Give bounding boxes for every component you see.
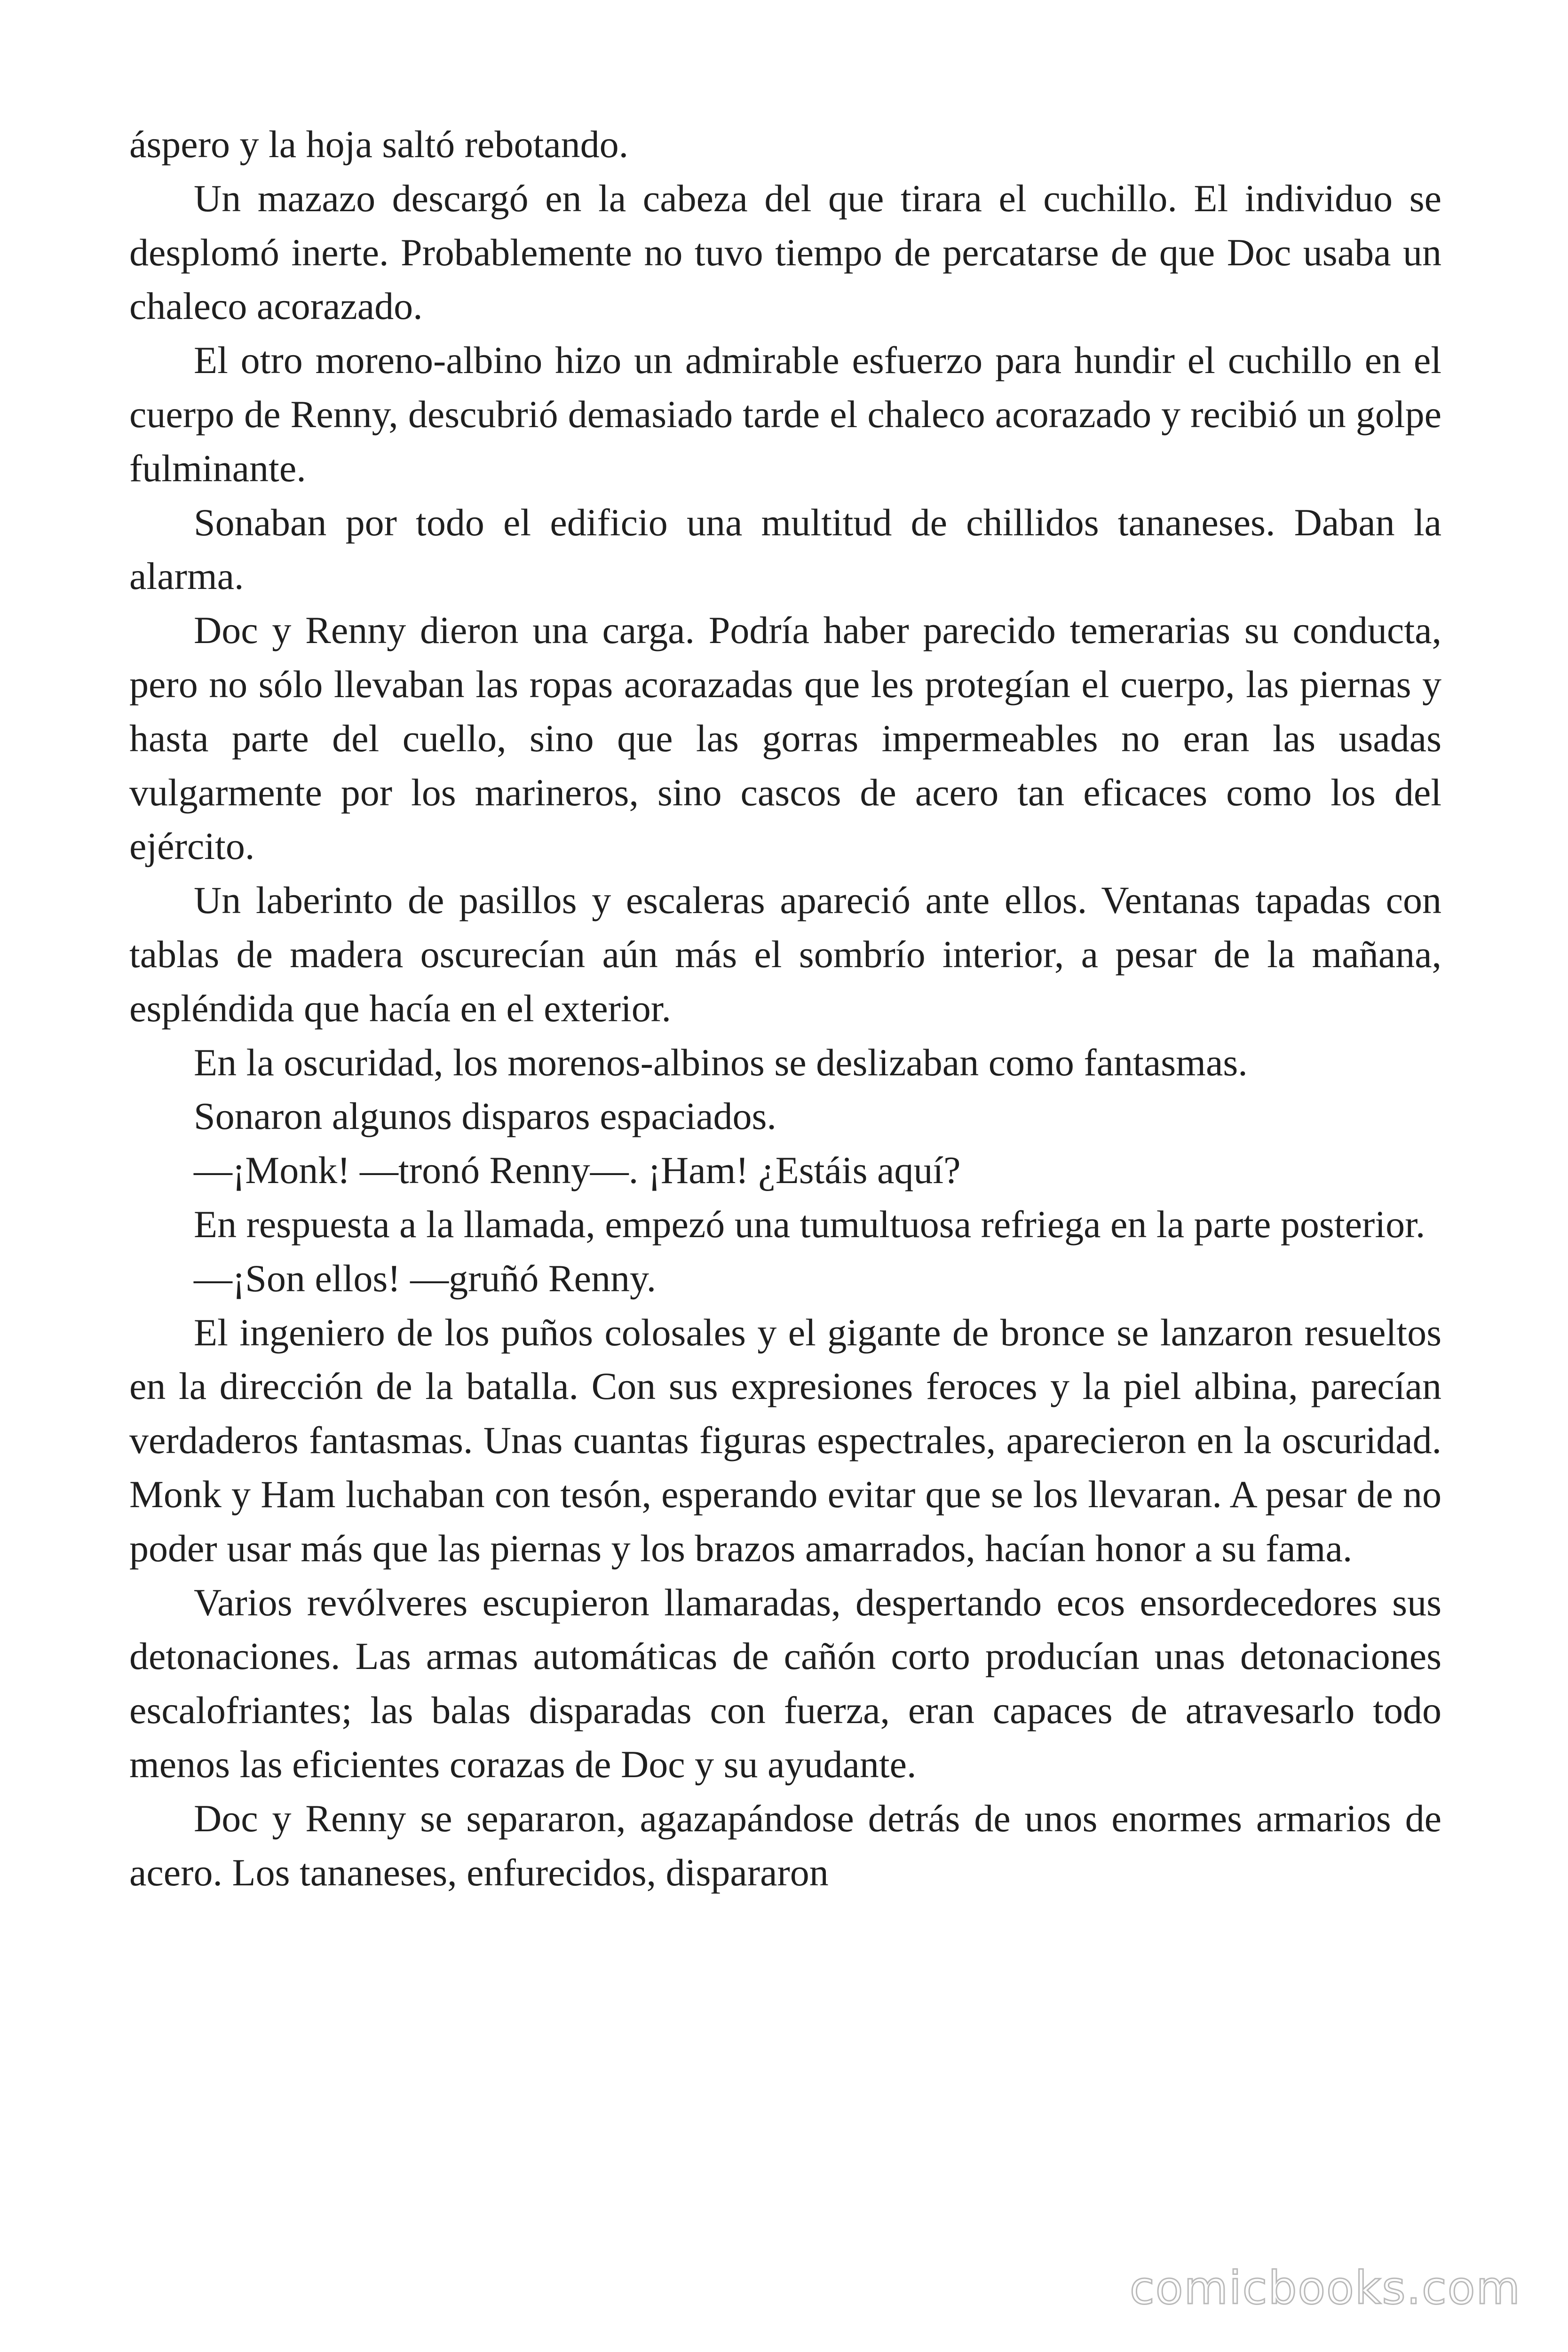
paragraph-12: El ingeniero de los puños colosales y el gigante de bronce se lanzaron resueltos en la dirección de la batalla. Con sus expresiones feroces y la piel albina, parecían verdaderos fantasmas. Unas cuantas figuras espectrales, aparecieron en la oscuridad. Monk y Ham luchaban con tesón, esperando evitar que se los llevaran. A pesar de no poder usar más que las piernas y los brazos amarrados, hacían honor a su fama.: [129, 1311, 1441, 1570]
paragraph-2: Un mazazo descargó en la cabeza del que tirara el cuchillo. El individuo se desplomó inerte. Probablemente no tuvo tiempo de percatarse de que Doc usaba un chaleco acorazado.: [129, 176, 1441, 328]
paragraph-10: En respuesta a la llamada, empezó una tumultuosa refriega en la parte posterior.: [194, 1202, 1425, 1246]
paragraph-9: —¡Monk! —tronó Renny—. ¡Ham! ¿Estáis aquí?: [194, 1149, 961, 1192]
paragraph-11: —¡Son ellos! —gruñó Renny.: [194, 1256, 657, 1300]
paragraph-14: Doc y Renny se separaron, agazapándose detrás de unos enormes armarios de acero. Los tananeses, enfurecidos, dispararon: [129, 1796, 1441, 1894]
paragraph-8: Sonaron algunos disparos espaciados.: [194, 1095, 776, 1138]
page-text: [129, 118, 1441, 1899]
paragraph-7: En la oscuridad, los morenos-albinos se deslizaban como fantasmas.: [194, 1041, 1248, 1084]
paragraph-13: Varios revólveres escupieron llamaradas, despertando ecos ensordecedores sus detonaciones. Las armas automáticas de cañón corto producían unas detonaciones escalofriantes; las balas disparadas con fuerza, eran capaces de atravesarlo todo menos las eficientes corazas de Doc y su ayudante.: [129, 1581, 1441, 1786]
paragraph-4: Sonaban por todo el edificio una multitud de chillidos tananeses. Daban la alarma.: [129, 501, 1441, 598]
paragraph-3: El otro moreno-albino hizo un admirable esfuerzo para hundir el cuchillo en el cuerpo de Renny, descubrió demasiado tarde el chaleco acorazado y recibió un golpe fulminante.: [129, 339, 1441, 490]
paragraph-5: Doc y Renny dieron una carga. Podría haber parecido temerarias su conducta, pero no sólo llevaban las ropas acorazadas que les protegían el cuerpo, las piernas y hasta parte del cuello, sino que las gorras impermeables no eran las usadas vulgarmente por los marineros, sino cascos de acero tan eficaces como los del ejército.: [129, 609, 1441, 868]
watermark: comicbooks.com: [1129, 2262, 1521, 2314]
paragraph-6: Un laberinto de pasillos y escaleras apareció ante ellos. Ventanas tapadas con tablas de madera oscurecían aún más el sombrío interior, a pesar de la mañana, espléndida que hacía en el exterior.: [129, 879, 1441, 1030]
paragraph-1: áspero y la hoja saltó rebotando.: [129, 123, 629, 166]
